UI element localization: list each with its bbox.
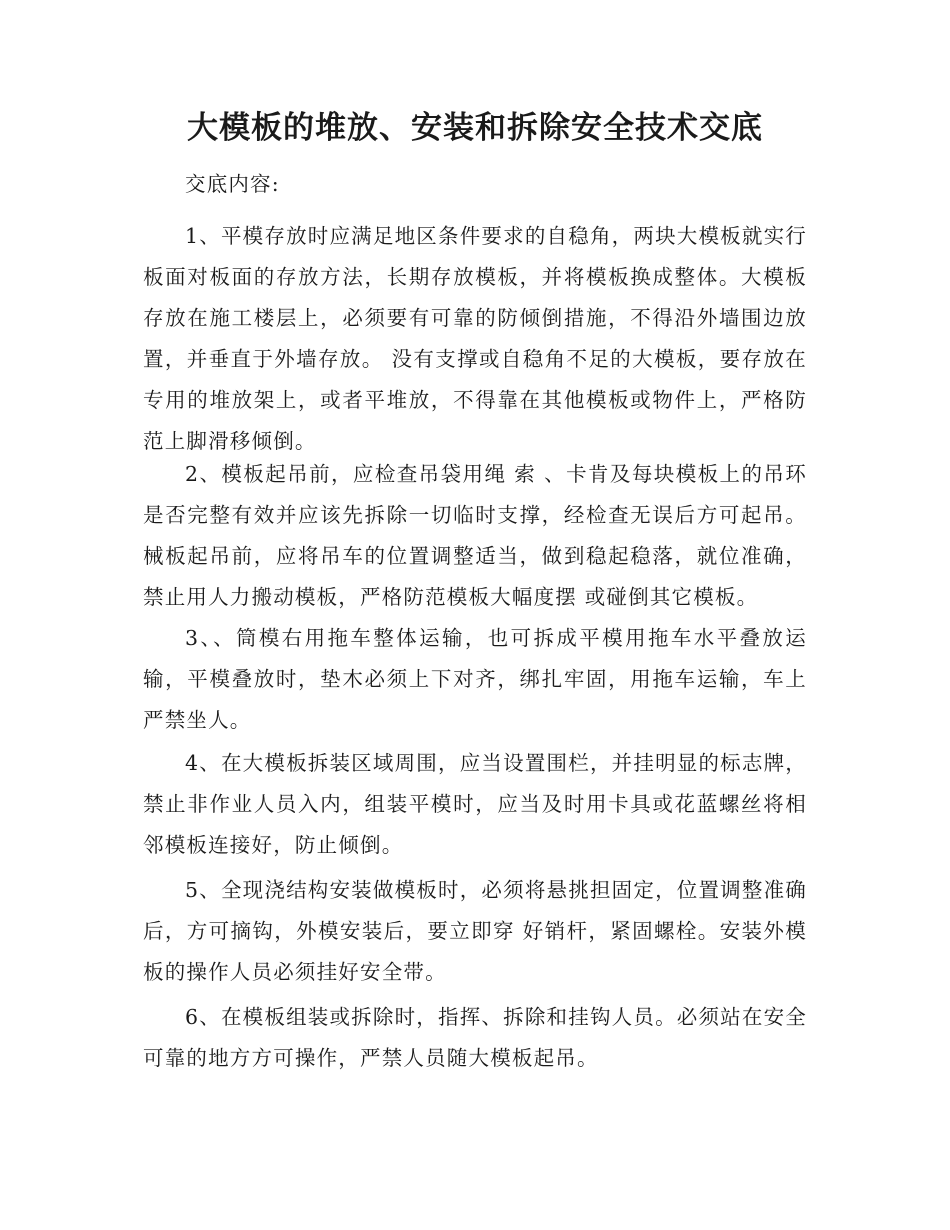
paragraph-4: 4、在大模板拆装区域周围，应当设置围栏，并挂明显的标志牌，禁止非作业人员入内，组装平模时，应当及时用卡具或花蓝螺丝将相邻模板连接好，防止倾倒。 bbox=[143, 751, 807, 857]
intro-label: 交底内容: bbox=[185, 172, 280, 196]
document-title: 大模板的堆放、安装和拆除安全技术交底 bbox=[187, 110, 763, 146]
paragraph-2: 2、模板起吊前，应检查吊袋用绳 索 、卡肯及每块模板上的吊环是否完整有效并应该先拆除一切临时支撑，经检查无误后方可起吊。械板起吊前，应将吊车的位置调整适当，做到稳起稳落，就位准确，禁止用人力搬动模板，严格防范模板大幅度摆 或碰倒其它模板。 bbox=[143, 462, 807, 609]
paragraph-5: 5、全现浇结构安装做模板时，必须将悬挑担固定，位置调整准确后，方可摘钩，外模安装后，要立即穿 好销杆，紧固螺栓。安装外模板的操作人员必须挂好安全带。 bbox=[143, 878, 807, 984]
paragraph-1: 1、平模存放时应满足地区条件要求的自稳角，两块大模板就实行板面对板面的存放方法，长期存放模板，并将模板换成整体。大模板存放在施工楼层上，必须要有可靠的防倾倒措施，不得沿外墙围边放置，并垂直于外墙存放。 没有支撑或自稳角不足的大模板，要存放在专用的堆放架上，或者平堆放，不得靠在其他模板或物件上，严格防范上脚滑移倾倒。 bbox=[143, 224, 807, 453]
paragraph-6: 6、在模板组装或拆除时，指挥、拆除和挂钩人员。必须站在安全可靠的地方方可操作，严禁人员随大模板起吊。 bbox=[143, 1005, 807, 1070]
paragraph-3: 3、、筒模右用拖车整体运输，也可拆成平模用拖车水平叠放运输，平模叠放时，垫木必须上下对齐，绑扎牢固，用拖车运输，车上严禁坐人。 bbox=[143, 626, 807, 732]
